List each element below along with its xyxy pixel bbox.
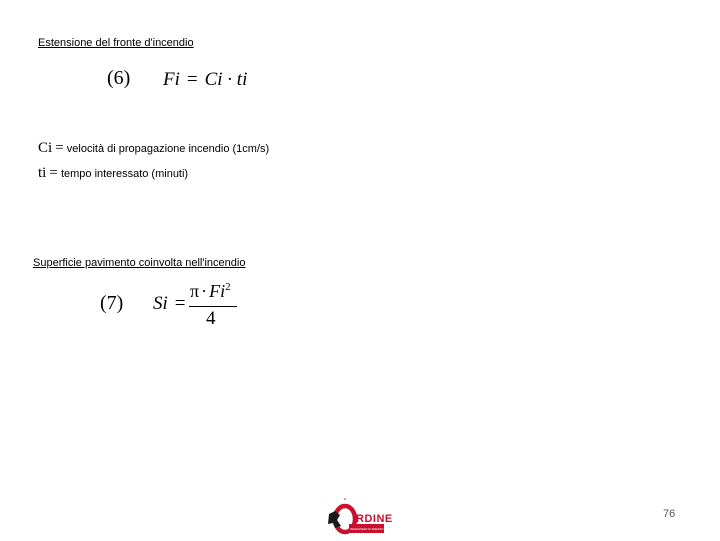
ordine-logo-text: RDINE: [356, 513, 393, 525]
equation-6-lhs: Fi: [163, 69, 180, 90]
equation-7-equals: =: [174, 293, 186, 314]
equation-7-lhs: Si: [153, 293, 168, 314]
definition-ti-equals: =: [49, 165, 58, 181]
equation-7-fraction-bar: [189, 306, 237, 307]
page-number: 76: [663, 508, 676, 520]
equation-7-fi: Fi: [209, 281, 226, 301]
equation-6: [163, 69, 247, 91]
equation-7-exponent: 2: [225, 281, 231, 293]
equation-number-6: (6): [107, 67, 131, 89]
definition-ti: [38, 165, 188, 182]
equation-6-rhs: Ci · ti: [204, 69, 248, 90]
equation-7-numerator: [190, 281, 231, 302]
equation-7-lhs-group: [153, 293, 186, 315]
ordine-logo-subtext: INGEGNERI DI AREZZO: [350, 527, 384, 531]
definition-ti-text: tempo interessato (minuti): [60, 168, 189, 180]
equation-6-equals: =: [186, 69, 198, 90]
ordine-logo: [325, 496, 393, 536]
definition-ci: [38, 140, 269, 157]
equation-7-pi: π: [190, 281, 200, 301]
equation-7-dot: ·: [201, 281, 208, 301]
heading-fire-front: Estensione del fronte d'incendio: [38, 37, 194, 49]
heading-floor-area: Superficie pavimento coinvolta nell'incendio: [33, 257, 246, 269]
definition-ci-text: velocità di propagazione incendio (1cm/s): [66, 143, 270, 155]
definition-ci-equals: =: [55, 140, 64, 156]
equation-number-7: (7): [100, 292, 124, 314]
definition-ti-symbol: ti: [38, 165, 47, 181]
definition-ci-symbol: Ci: [38, 140, 53, 156]
equation-7-denominator: 4: [206, 308, 216, 329]
